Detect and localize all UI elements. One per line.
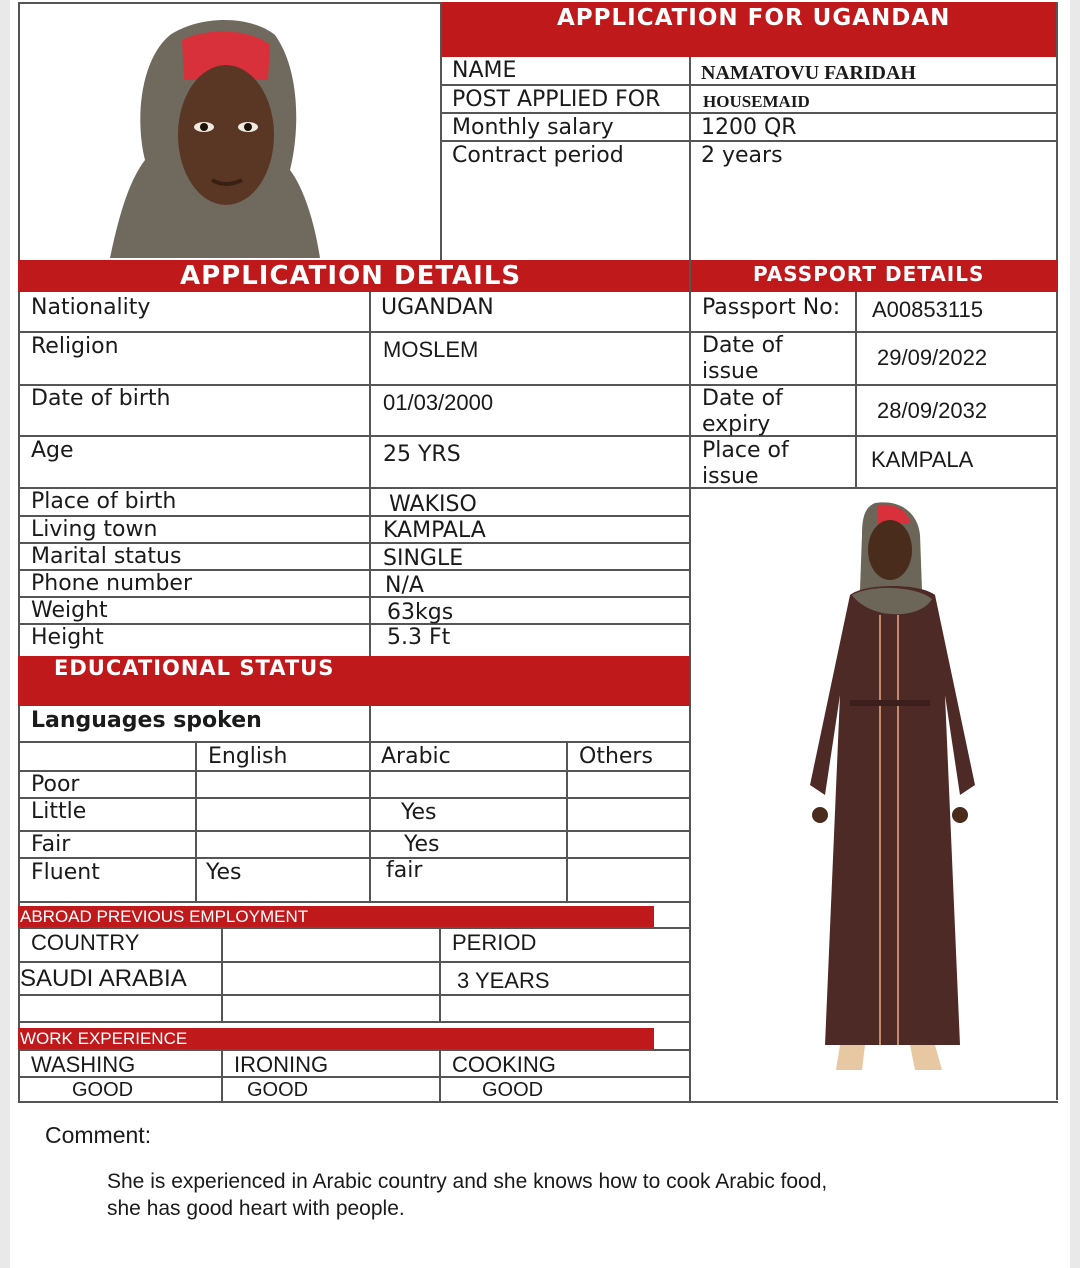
application-details-bar xyxy=(18,260,690,292)
divider xyxy=(689,57,691,262)
divider xyxy=(18,830,690,832)
arabic-fluent: fair xyxy=(386,858,423,883)
nationality-value: UGANDAN xyxy=(381,295,494,320)
educational-status-title: EDUCATIONAL STATUS xyxy=(54,656,335,680)
skill-ironing: IRONING xyxy=(234,1052,329,1077)
divider xyxy=(439,927,441,1022)
expiry-date-label: Date of expiry xyxy=(702,386,783,437)
divider xyxy=(18,1021,690,1023)
divider xyxy=(18,770,690,772)
cooking-level: GOOD xyxy=(482,1079,544,1101)
divider xyxy=(18,623,690,625)
comment-line-2: she has good heart with people. xyxy=(107,1197,405,1220)
divider xyxy=(18,741,690,743)
header-title-bar xyxy=(440,2,1058,57)
post-label: POST APPLIED FOR xyxy=(452,87,661,112)
level-fluent: Fluent xyxy=(31,860,100,885)
divider xyxy=(855,292,857,488)
expiry-date-value: 28/09/2032 xyxy=(877,398,988,423)
level-fair: Fair xyxy=(31,832,71,857)
application-sheet xyxy=(10,0,1070,1268)
divider xyxy=(221,1049,223,1103)
abroad-employment-bar xyxy=(18,906,654,927)
divider xyxy=(369,706,371,902)
name-label: NAME xyxy=(452,58,517,83)
period-header: PERIOD xyxy=(452,930,537,955)
arabic-header: Arabic xyxy=(381,744,451,769)
divider xyxy=(566,741,568,902)
marital-value: SINGLE xyxy=(383,546,464,571)
skill-cooking: COOKING xyxy=(452,1052,556,1077)
ironing-level: GOOD xyxy=(247,1079,309,1101)
others-header: Others xyxy=(579,744,653,769)
header-title: APPLICATION FOR UGANDAN xyxy=(557,5,951,31)
marital-label: Marital status xyxy=(31,544,182,569)
birthplace-label: Place of birth xyxy=(31,489,177,514)
divider xyxy=(18,857,690,859)
divider xyxy=(18,2,442,4)
level-poor: Poor xyxy=(31,772,80,797)
issue-date-value: 29/09/2022 xyxy=(877,345,988,370)
divider xyxy=(18,1101,1058,1103)
weight-label: Weight xyxy=(31,598,108,623)
passport-no-label: Passport No: xyxy=(702,295,841,320)
divider xyxy=(18,331,1058,333)
arabic-fair: Yes xyxy=(404,832,440,857)
phone-label: Phone number xyxy=(31,571,193,596)
full-body-photo xyxy=(770,495,990,1095)
height-label: Height xyxy=(31,625,104,650)
country-header: COUNTRY xyxy=(31,930,140,955)
issue-date-label: Date of issue xyxy=(702,333,783,384)
divider xyxy=(18,797,690,799)
abroad-employment-title: ABROAD PREVIOUS EMPLOYMENT xyxy=(20,907,309,926)
portrait-photo xyxy=(100,10,330,258)
birthplace-value: WAKISO xyxy=(389,492,477,517)
comment-label: Comment: xyxy=(45,1122,152,1148)
divider xyxy=(369,292,371,656)
application-details-title: APPLICATION DETAILS xyxy=(180,261,522,291)
age-value: 25 YRS xyxy=(383,442,461,467)
divider xyxy=(18,994,690,996)
arabic-little: Yes xyxy=(401,800,437,825)
divider xyxy=(439,1049,441,1103)
divider xyxy=(18,2,20,1102)
phone-value: N/A xyxy=(385,573,424,598)
contract-label: Contract period xyxy=(452,143,624,168)
divider xyxy=(440,2,442,260)
nationality-label: Nationality xyxy=(31,295,151,320)
salary-value: 1200 QR xyxy=(701,115,797,140)
passport-details-title: PASSPORT DETAILS xyxy=(753,262,985,286)
divider xyxy=(18,961,690,963)
level-little: Little xyxy=(31,799,87,824)
dob-value: 01/03/2000 xyxy=(383,390,494,415)
contract-value: 2 years xyxy=(701,143,783,168)
name-value: NAMATOVU FARIDAH xyxy=(701,62,916,84)
dob-label: Date of birth xyxy=(31,386,171,411)
divider xyxy=(18,384,1058,386)
age-label: Age xyxy=(31,438,74,463)
divider xyxy=(18,435,1058,437)
passport-no-value: A00853115 xyxy=(872,297,983,322)
issue-place-value: KAMPALA xyxy=(871,447,974,472)
divider xyxy=(195,741,197,902)
english-header: English xyxy=(208,744,288,769)
religion-value: MOSLEM xyxy=(383,337,479,362)
passport-details-bar xyxy=(690,260,1058,292)
height-value: 5.3 Ft xyxy=(387,625,451,650)
living-town-label: Living town xyxy=(31,517,158,542)
issue-place-label: Place of issue xyxy=(702,438,789,489)
divider xyxy=(221,927,223,1022)
divider xyxy=(18,1049,690,1051)
washing-level: GOOD xyxy=(72,1079,134,1101)
living-town-value: KAMPALA xyxy=(383,518,486,543)
religion-label: Religion xyxy=(31,334,119,359)
languages-title: Languages spoken xyxy=(31,708,262,733)
skill-washing: WASHING xyxy=(31,1052,136,1077)
post-value: HOUSEMAID xyxy=(703,92,810,111)
abroad-period: 3 YEARS xyxy=(457,968,550,993)
comment-line-1: She is experienced in Arabic country and she knows how to cook Arabic food, xyxy=(107,1170,828,1193)
educational-status-bar xyxy=(18,656,690,706)
work-experience-title: WORK EXPERIENCE xyxy=(20,1029,188,1048)
weight-value: 63kgs xyxy=(387,600,454,625)
salary-label: Monthly salary xyxy=(452,115,614,140)
divider xyxy=(18,901,690,903)
divider xyxy=(1056,2,1058,1100)
abroad-country: SAUDI ARABIA xyxy=(20,965,187,992)
divider xyxy=(18,927,690,929)
work-experience-bar xyxy=(18,1028,654,1049)
english-fluent: Yes xyxy=(206,860,242,885)
